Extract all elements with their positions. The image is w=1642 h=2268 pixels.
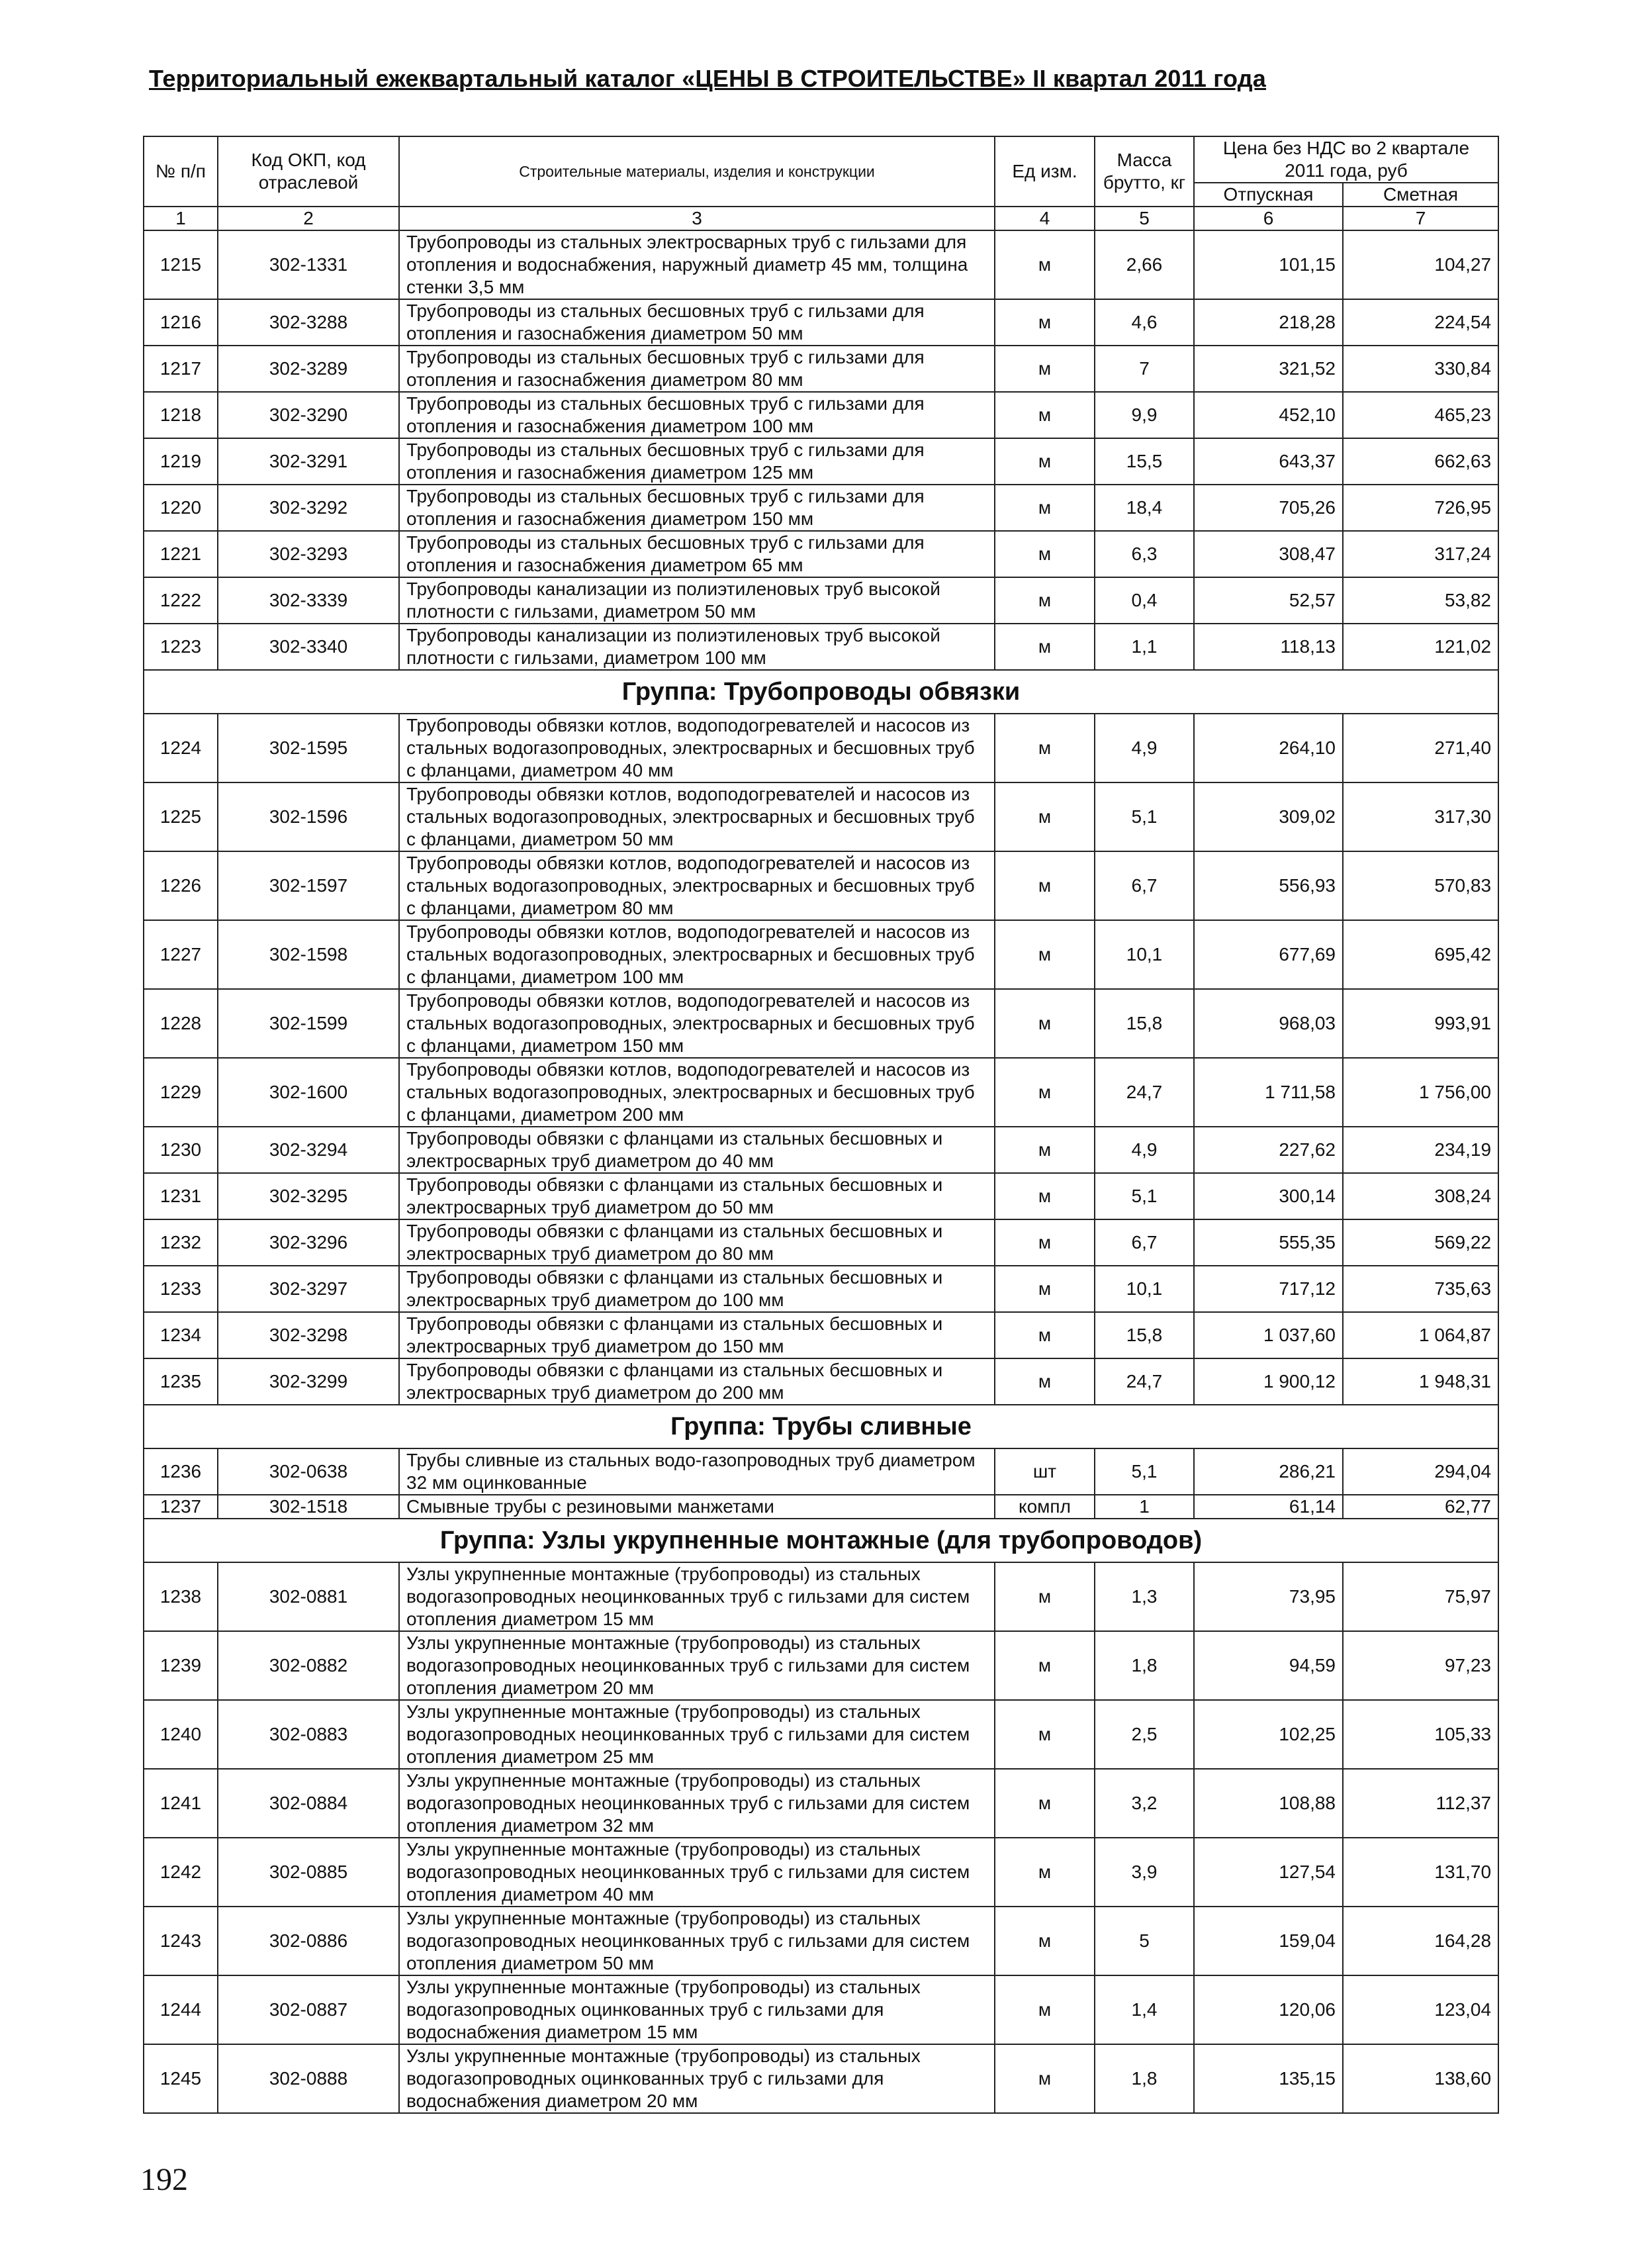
- item-description-cell: Узлы укрупненные монтажные (трубопроводы) из стальных водогазопроводных неоцинкованных труб с гильзами для систем отопления диаметром 32 мм: [399, 1769, 995, 1838]
- table-row: [144, 1907, 1498, 1975]
- column-numbers-row: [144, 207, 1498, 230]
- item-unit-cell: м: [995, 346, 1095, 392]
- table-row: [144, 346, 1498, 392]
- item-code-cell: 302-3296: [218, 1219, 399, 1266]
- group-title: Группа: Узлы укрупненные монтажные (для трубопроводов): [144, 1519, 1498, 1562]
- item-code-cell: 302-0638: [218, 1448, 399, 1495]
- item-code-cell: 302-3290: [218, 392, 399, 438]
- item-unit-cell: м: [995, 782, 1095, 851]
- item-mass-cell: 4,9: [1095, 714, 1194, 782]
- item-code-cell: 302-3339: [218, 577, 399, 624]
- column-number: 7: [1343, 207, 1498, 230]
- item-code-cell: 302-3291: [218, 438, 399, 485]
- item-price-estimate-cell: 97,23: [1343, 1631, 1498, 1700]
- item-unit-cell: компл: [995, 1495, 1095, 1519]
- item-code-cell: 302-0883: [218, 1700, 399, 1769]
- item-code-cell: 302-3298: [218, 1312, 399, 1358]
- table-row: [144, 1219, 1498, 1266]
- item-number-cell: 1245: [144, 2044, 218, 2113]
- table-row: [144, 1700, 1498, 1769]
- item-description-cell: Трубопроводы из стальных бесшовных труб с гильзами для отопления и газоснабжения диаметром 125 мм: [399, 438, 995, 485]
- table-row: [144, 624, 1498, 670]
- item-number-cell: 1240: [144, 1700, 218, 1769]
- table-row: [144, 1838, 1498, 1907]
- item-mass-cell: 5,1: [1095, 782, 1194, 851]
- item-price-estimate-cell: 662,63: [1343, 438, 1498, 485]
- item-number-cell: 1235: [144, 1358, 218, 1405]
- item-code-cell: 302-0886: [218, 1907, 399, 1975]
- item-number-cell: 1223: [144, 624, 218, 670]
- item-number-cell: 1243: [144, 1907, 218, 1975]
- item-unit-cell: м: [995, 624, 1095, 670]
- item-description-cell: Трубопроводы обвязки с фланцами из стальных бесшовных и электросварных труб диаметром до 50 мм: [399, 1173, 995, 1219]
- item-price-release-cell: 300,14: [1194, 1173, 1343, 1219]
- item-description-cell: Узлы укрупненные монтажные (трубопроводы) из стальных водогазопроводных неоцинкованных труб с гильзами для систем отопления диаметром 20 мм: [399, 1631, 995, 1700]
- table-row: [144, 1173, 1498, 1219]
- item-number-cell: 1215: [144, 230, 218, 299]
- item-price-release-cell: 94,59: [1194, 1631, 1343, 1700]
- item-description-cell: Смывные трубы с резиновыми манжетами: [399, 1495, 995, 1519]
- item-number-cell: 1231: [144, 1173, 218, 1219]
- item-description-cell: Трубопроводы из стальных бесшовных труб с гильзами для отопления и газоснабжения диаметром 150 мм: [399, 485, 995, 531]
- item-number-cell: 1232: [144, 1219, 218, 1266]
- item-unit-cell: м: [995, 1631, 1095, 1700]
- item-mass-cell: 15,8: [1095, 1312, 1194, 1358]
- item-number-cell: 1244: [144, 1975, 218, 2044]
- column-number: 1: [144, 207, 218, 230]
- item-mass-cell: 2,5: [1095, 1700, 1194, 1769]
- group-title: Группа: Трубопроводы обвязки: [144, 670, 1498, 714]
- item-price-release-cell: 677,69: [1194, 920, 1343, 989]
- item-code-cell: 302-1518: [218, 1495, 399, 1519]
- item-price-estimate-cell: 317,30: [1343, 782, 1498, 851]
- header-unit: Ед изм.: [995, 136, 1095, 207]
- item-unit-cell: м: [995, 438, 1095, 485]
- item-code-cell: 302-3292: [218, 485, 399, 531]
- item-price-estimate-cell: 138,60: [1343, 2044, 1498, 2113]
- item-code-cell: 302-3297: [218, 1266, 399, 1312]
- item-unit-cell: шт: [995, 1448, 1095, 1495]
- item-number-cell: 1225: [144, 782, 218, 851]
- item-price-release-cell: 643,37: [1194, 438, 1343, 485]
- item-mass-cell: 1,1: [1095, 624, 1194, 670]
- item-description-cell: Трубопроводы обвязки с фланцами из стальных бесшовных и электросварных труб диаметром до 150 мм: [399, 1312, 995, 1358]
- item-code-cell: 302-0887: [218, 1975, 399, 2044]
- item-mass-cell: 10,1: [1095, 920, 1194, 989]
- item-number-cell: 1230: [144, 1127, 218, 1173]
- header-code: Код ОКП, код отраслевой: [218, 136, 399, 207]
- item-unit-cell: м: [995, 1975, 1095, 2044]
- item-description-cell: Трубопроводы из стальных бесшовных труб с гильзами для отопления и газоснабжения диаметром 80 мм: [399, 346, 995, 392]
- item-price-estimate-cell: 121,02: [1343, 624, 1498, 670]
- item-unit-cell: м: [995, 299, 1095, 346]
- table-row: [144, 1448, 1498, 1495]
- item-number-cell: 1233: [144, 1266, 218, 1312]
- item-price-estimate-cell: 1 064,87: [1343, 1312, 1498, 1358]
- item-number-cell: 1228: [144, 989, 218, 1058]
- item-price-release-cell: 101,15: [1194, 230, 1343, 299]
- item-price-release-cell: 61,14: [1194, 1495, 1343, 1519]
- table-row: [144, 851, 1498, 920]
- item-price-release-cell: 555,35: [1194, 1219, 1343, 1266]
- item-description-cell: Трубопроводы из стальных бесшовных труб с гильзами для отопления и газоснабжения диаметром 65 мм: [399, 531, 995, 577]
- item-unit-cell: м: [995, 851, 1095, 920]
- item-price-release-cell: 264,10: [1194, 714, 1343, 782]
- item-number-cell: 1237: [144, 1495, 218, 1519]
- header-price-estimate: Сметная: [1343, 183, 1498, 207]
- item-description-cell: Трубопроводы обвязки с фланцами из стальных бесшовных и электросварных труб диаметром до 40 мм: [399, 1127, 995, 1173]
- item-mass-cell: 10,1: [1095, 1266, 1194, 1312]
- item-mass-cell: 2,66: [1095, 230, 1194, 299]
- item-code-cell: 302-1598: [218, 920, 399, 989]
- item-price-release-cell: 309,02: [1194, 782, 1343, 851]
- item-price-release-cell: 308,47: [1194, 531, 1343, 577]
- item-unit-cell: м: [995, 531, 1095, 577]
- column-number: 3: [399, 207, 995, 230]
- item-description-cell: Трубопроводы обвязки котлов, водоподогревателей и насосов из стальных водогазопроводных, электросварных и бесшовных труб с фланцами, диаметром 150 мм: [399, 989, 995, 1058]
- item-description-cell: Узлы укрупненные монтажные (трубопроводы) из стальных водогазопроводных неоцинкованных труб с гильзами для систем отопления диаметром 40 мм: [399, 1838, 995, 1907]
- item-mass-cell: 1,3: [1095, 1562, 1194, 1631]
- item-number-cell: 1222: [144, 577, 218, 624]
- item-price-release-cell: 705,26: [1194, 485, 1343, 531]
- item-price-release-cell: 968,03: [1194, 989, 1343, 1058]
- item-number-cell: 1239: [144, 1631, 218, 1700]
- item-mass-cell: 15,8: [1095, 989, 1194, 1058]
- item-number-cell: 1236: [144, 1448, 218, 1495]
- item-unit-cell: м: [995, 1769, 1095, 1838]
- item-unit-cell: м: [995, 1127, 1095, 1173]
- item-price-estimate-cell: 62,77: [1343, 1495, 1498, 1519]
- header-mass: Масса брутто, кг: [1095, 136, 1194, 207]
- table-row: [144, 1975, 1498, 2044]
- item-price-release-cell: 452,10: [1194, 392, 1343, 438]
- item-price-estimate-cell: 105,33: [1343, 1700, 1498, 1769]
- item-mass-cell: 1,4: [1095, 1975, 1194, 2044]
- table-row: [144, 989, 1498, 1058]
- item-description-cell: Трубопроводы обвязки котлов, водоподогревателей и насосов из стальных водогазопроводных, электросварных и бесшовных труб с фланцами, диаметром 50 мм: [399, 782, 995, 851]
- item-price-estimate-cell: 104,27: [1343, 230, 1498, 299]
- table-row: [144, 438, 1498, 485]
- item-unit-cell: м: [995, 714, 1095, 782]
- column-number: 4: [995, 207, 1095, 230]
- item-price-release-cell: 1 037,60: [1194, 1312, 1343, 1358]
- item-unit-cell: м: [995, 989, 1095, 1058]
- item-unit-cell: м: [995, 1219, 1095, 1266]
- item-number-cell: 1234: [144, 1312, 218, 1358]
- table-row: [144, 1358, 1498, 1405]
- item-unit-cell: м: [995, 1838, 1095, 1907]
- table-row: [144, 230, 1498, 299]
- item-unit-cell: м: [995, 230, 1095, 299]
- group-header-row: [144, 1405, 1498, 1448]
- item-description-cell: Трубопроводы обвязки котлов, водоподогревателей и насосов из стальных водогазопроводных, электросварных и бесшовных труб с фланцами, диаметром 200 мм: [399, 1058, 995, 1127]
- table-row: [144, 1769, 1498, 1838]
- item-price-release-cell: 556,93: [1194, 851, 1343, 920]
- item-unit-cell: м: [995, 1700, 1095, 1769]
- item-mass-cell: 6,3: [1095, 531, 1194, 577]
- item-description-cell: Трубопроводы обвязки с фланцами из стальных бесшовных и электросварных труб диаметром до 100 мм: [399, 1266, 995, 1312]
- header-num: № п/п: [144, 136, 218, 207]
- item-code-cell: 302-0885: [218, 1838, 399, 1907]
- item-price-release-cell: 159,04: [1194, 1907, 1343, 1975]
- column-number: 5: [1095, 207, 1194, 230]
- item-number-cell: 1229: [144, 1058, 218, 1127]
- item-price-estimate-cell: 570,83: [1343, 851, 1498, 920]
- item-price-estimate-cell: 271,40: [1343, 714, 1498, 782]
- item-number-cell: 1238: [144, 1562, 218, 1631]
- table-row: [144, 1495, 1498, 1519]
- item-price-estimate-cell: 123,04: [1343, 1975, 1498, 2044]
- table-row: [144, 485, 1498, 531]
- item-price-estimate-cell: 234,19: [1343, 1127, 1498, 1173]
- table-row: [144, 1312, 1498, 1358]
- item-code-cell: 302-3294: [218, 1127, 399, 1173]
- item-price-estimate-cell: 112,37: [1343, 1769, 1498, 1838]
- item-price-estimate-cell: 294,04: [1343, 1448, 1498, 1495]
- item-mass-cell: 4,9: [1095, 1127, 1194, 1173]
- item-price-estimate-cell: 1 756,00: [1343, 1058, 1498, 1127]
- item-description-cell: Трубопроводы обвязки с фланцами из стальных бесшовных и электросварных труб диаметром до 80 мм: [399, 1219, 995, 1266]
- item-number-cell: 1221: [144, 531, 218, 577]
- table-row: [144, 2044, 1498, 2113]
- item-description-cell: Трубопроводы из стальных бесшовных труб с гильзами для отопления и газоснабжения диаметром 100 мм: [399, 392, 995, 438]
- item-number-cell: 1241: [144, 1769, 218, 1838]
- item-code-cell: 302-3289: [218, 346, 399, 392]
- item-unit-cell: м: [995, 485, 1095, 531]
- item-number-cell: 1219: [144, 438, 218, 485]
- item-code-cell: 302-3340: [218, 624, 399, 670]
- item-price-estimate-cell: 330,84: [1343, 346, 1498, 392]
- item-mass-cell: 6,7: [1095, 1219, 1194, 1266]
- item-description-cell: Трубопроводы из стальных электросварных труб с гильзами для отопления и водоснабжения, наружный диаметр 45 мм, толщина стенки 3,5 мм: [399, 230, 995, 299]
- page-title: Территориальный ежеквартальный каталог «ЦЕНЫ В СТРОИТЕЛЬСТВЕ» II квартал 2011 года: [149, 65, 1267, 92]
- item-price-release-cell: 227,62: [1194, 1127, 1343, 1173]
- item-description-cell: Трубопроводы обвязки с фланцами из стальных бесшовных и электросварных труб диаметром до 200 мм: [399, 1358, 995, 1405]
- column-number: 6: [1194, 207, 1343, 230]
- item-price-release-cell: 73,95: [1194, 1562, 1343, 1631]
- page-number: 192: [140, 2162, 188, 2197]
- item-number-cell: 1224: [144, 714, 218, 782]
- header-price-release: Отпускная: [1194, 183, 1343, 207]
- group-header-row: [144, 670, 1498, 714]
- item-price-estimate-cell: 164,28: [1343, 1907, 1498, 1975]
- item-description-cell: Трубопроводы канализации из полиэтиленовых труб высокой плотности с гильзами, диаметром 100 мм: [399, 624, 995, 670]
- item-unit-cell: м: [995, 392, 1095, 438]
- item-code-cell: 302-1596: [218, 782, 399, 851]
- item-unit-cell: м: [995, 1907, 1095, 1975]
- item-unit-cell: м: [995, 577, 1095, 624]
- item-number-cell: 1216: [144, 299, 218, 346]
- item-price-release-cell: 135,15: [1194, 2044, 1343, 2113]
- item-mass-cell: 24,7: [1095, 1058, 1194, 1127]
- item-number-cell: 1242: [144, 1838, 218, 1907]
- item-description-cell: Узлы укрупненные монтажные (трубопроводы) из стальных водогазопроводных неоцинкованных труб с гильзами для систем отопления диаметром 25 мм: [399, 1700, 995, 1769]
- item-code-cell: 302-0882: [218, 1631, 399, 1700]
- item-price-estimate-cell: 993,91: [1343, 989, 1498, 1058]
- item-unit-cell: м: [995, 1266, 1095, 1312]
- item-mass-cell: 9,9: [1095, 392, 1194, 438]
- table-row: [144, 1631, 1498, 1700]
- item-price-estimate-cell: 569,22: [1343, 1219, 1498, 1266]
- item-price-release-cell: 218,28: [1194, 299, 1343, 346]
- item-code-cell: 302-1331: [218, 230, 399, 299]
- item-mass-cell: 5,1: [1095, 1173, 1194, 1219]
- item-code-cell: 302-3295: [218, 1173, 399, 1219]
- item-price-estimate-cell: 53,82: [1343, 577, 1498, 624]
- table-row: [144, 920, 1498, 989]
- item-mass-cell: 5: [1095, 1907, 1194, 1975]
- item-code-cell: 302-1600: [218, 1058, 399, 1127]
- item-description-cell: Трубы сливные из стальных водо-газопроводных труб диаметром 32 мм оцинкованные: [399, 1448, 995, 1495]
- item-price-release-cell: 127,54: [1194, 1838, 1343, 1907]
- item-code-cell: 302-0884: [218, 1769, 399, 1838]
- table-row: [144, 392, 1498, 438]
- item-mass-cell: 5,1: [1095, 1448, 1194, 1495]
- item-price-estimate-cell: 735,63: [1343, 1266, 1498, 1312]
- item-unit-cell: м: [995, 1173, 1095, 1219]
- table-row: [144, 1058, 1498, 1127]
- item-description-cell: Узлы укрупненные монтажные (трубопроводы) из стальных водогазопроводных оцинкованных труб с гильзами для водоснабжения диаметром 20 мм: [399, 2044, 995, 2113]
- item-price-estimate-cell: 1 948,31: [1343, 1358, 1498, 1405]
- price-table: [143, 136, 1499, 2114]
- item-mass-cell: 15,5: [1095, 438, 1194, 485]
- item-mass-cell: 3,9: [1095, 1838, 1194, 1907]
- table-row: [144, 714, 1498, 782]
- item-description-cell: Узлы укрупненные монтажные (трубопроводы) из стальных водогазопроводных неоцинкованных труб с гильзами для систем отопления диаметром 15 мм: [399, 1562, 995, 1631]
- item-price-estimate-cell: 75,97: [1343, 1562, 1498, 1631]
- item-number-cell: 1226: [144, 851, 218, 920]
- item-price-estimate-cell: 224,54: [1343, 299, 1498, 346]
- item-description-cell: Трубопроводы канализации из полиэтиленовых труб высокой плотности с гильзами, диаметром 50 мм: [399, 577, 995, 624]
- item-price-release-cell: 120,06: [1194, 1975, 1343, 2044]
- table-row: [144, 531, 1498, 577]
- item-code-cell: 302-1597: [218, 851, 399, 920]
- item-price-release-cell: 1 900,12: [1194, 1358, 1343, 1405]
- item-price-release-cell: 52,57: [1194, 577, 1343, 624]
- item-description-cell: Трубопроводы из стальных бесшовных труб с гильзами для отопления и газоснабжения диаметром 50 мм: [399, 299, 995, 346]
- item-mass-cell: 3,2: [1095, 1769, 1194, 1838]
- table-header-row: [144, 136, 1498, 183]
- item-price-release-cell: 102,25: [1194, 1700, 1343, 1769]
- table-row: [144, 1266, 1498, 1312]
- item-number-cell: 1227: [144, 920, 218, 989]
- item-price-estimate-cell: 308,24: [1343, 1173, 1498, 1219]
- item-price-release-cell: 286,21: [1194, 1448, 1343, 1495]
- item-code-cell: 302-1595: [218, 714, 399, 782]
- header-description: Строительные материалы, изделия и конструкции: [399, 136, 995, 207]
- item-mass-cell: 1,8: [1095, 1631, 1194, 1700]
- item-code-cell: 302-3288: [218, 299, 399, 346]
- table-row: [144, 577, 1498, 624]
- item-number-cell: 1218: [144, 392, 218, 438]
- item-code-cell: 302-3299: [218, 1358, 399, 1405]
- item-mass-cell: 7: [1095, 346, 1194, 392]
- item-mass-cell: 1: [1095, 1495, 1194, 1519]
- column-number: 2: [218, 207, 399, 230]
- item-unit-cell: м: [995, 920, 1095, 989]
- table-row: [144, 1127, 1498, 1173]
- item-price-release-cell: 118,13: [1194, 624, 1343, 670]
- table-row: [144, 1562, 1498, 1631]
- item-mass-cell: 1,8: [1095, 2044, 1194, 2113]
- item-mass-cell: 0,4: [1095, 577, 1194, 624]
- item-price-estimate-cell: 465,23: [1343, 392, 1498, 438]
- item-price-release-cell: 321,52: [1194, 346, 1343, 392]
- item-price-release-cell: 1 711,58: [1194, 1058, 1343, 1127]
- item-description-cell: Трубопроводы обвязки котлов, водоподогревателей и насосов из стальных водогазопроводных, электросварных и бесшовных труб с фланцами, диаметром 80 мм: [399, 851, 995, 920]
- table-row: [144, 782, 1498, 851]
- item-description-cell: Трубопроводы обвязки котлов, водоподогревателей и насосов из стальных водогазопроводных, электросварных и бесшовных труб с фланцами, диаметром 40 мм: [399, 714, 995, 782]
- item-price-estimate-cell: 726,95: [1343, 485, 1498, 531]
- item-unit-cell: м: [995, 2044, 1095, 2113]
- item-code-cell: 302-0881: [218, 1562, 399, 1631]
- item-price-estimate-cell: 695,42: [1343, 920, 1498, 989]
- item-number-cell: 1217: [144, 346, 218, 392]
- item-code-cell: 302-1599: [218, 989, 399, 1058]
- item-unit-cell: м: [995, 1312, 1095, 1358]
- group-title: Группа: Трубы сливные: [144, 1405, 1498, 1448]
- item-price-estimate-cell: 317,24: [1343, 531, 1498, 577]
- item-mass-cell: 6,7: [1095, 851, 1194, 920]
- item-mass-cell: 4,6: [1095, 299, 1194, 346]
- item-description-cell: Узлы укрупненные монтажные (трубопроводы) из стальных водогазопроводных неоцинкованных труб с гильзами для систем отопления диаметром 50 мм: [399, 1907, 995, 1975]
- item-price-estimate-cell: 131,70: [1343, 1838, 1498, 1907]
- item-unit-cell: м: [995, 1562, 1095, 1631]
- header-price: Цена без НДС во 2 квартале 2011 года, руб: [1194, 136, 1498, 183]
- item-price-release-cell: 108,88: [1194, 1769, 1343, 1838]
- item-unit-cell: м: [995, 1058, 1095, 1127]
- item-mass-cell: 24,7: [1095, 1358, 1194, 1405]
- item-number-cell: 1220: [144, 485, 218, 531]
- table-row: [144, 299, 1498, 346]
- group-header-row: [144, 1519, 1498, 1562]
- item-price-release-cell: 717,12: [1194, 1266, 1343, 1312]
- item-mass-cell: 18,4: [1095, 485, 1194, 531]
- item-description-cell: Трубопроводы обвязки котлов, водоподогревателей и насосов из стальных водогазопроводных, электросварных и бесшовных труб с фланцами, диаметром 100 мм: [399, 920, 995, 989]
- item-code-cell: 302-3293: [218, 531, 399, 577]
- item-unit-cell: м: [995, 1358, 1095, 1405]
- item-code-cell: 302-0888: [218, 2044, 399, 2113]
- item-description-cell: Узлы укрупненные монтажные (трубопроводы) из стальных водогазопроводных оцинкованных труб с гильзами для водоснабжения диаметром 15 мм: [399, 1975, 995, 2044]
